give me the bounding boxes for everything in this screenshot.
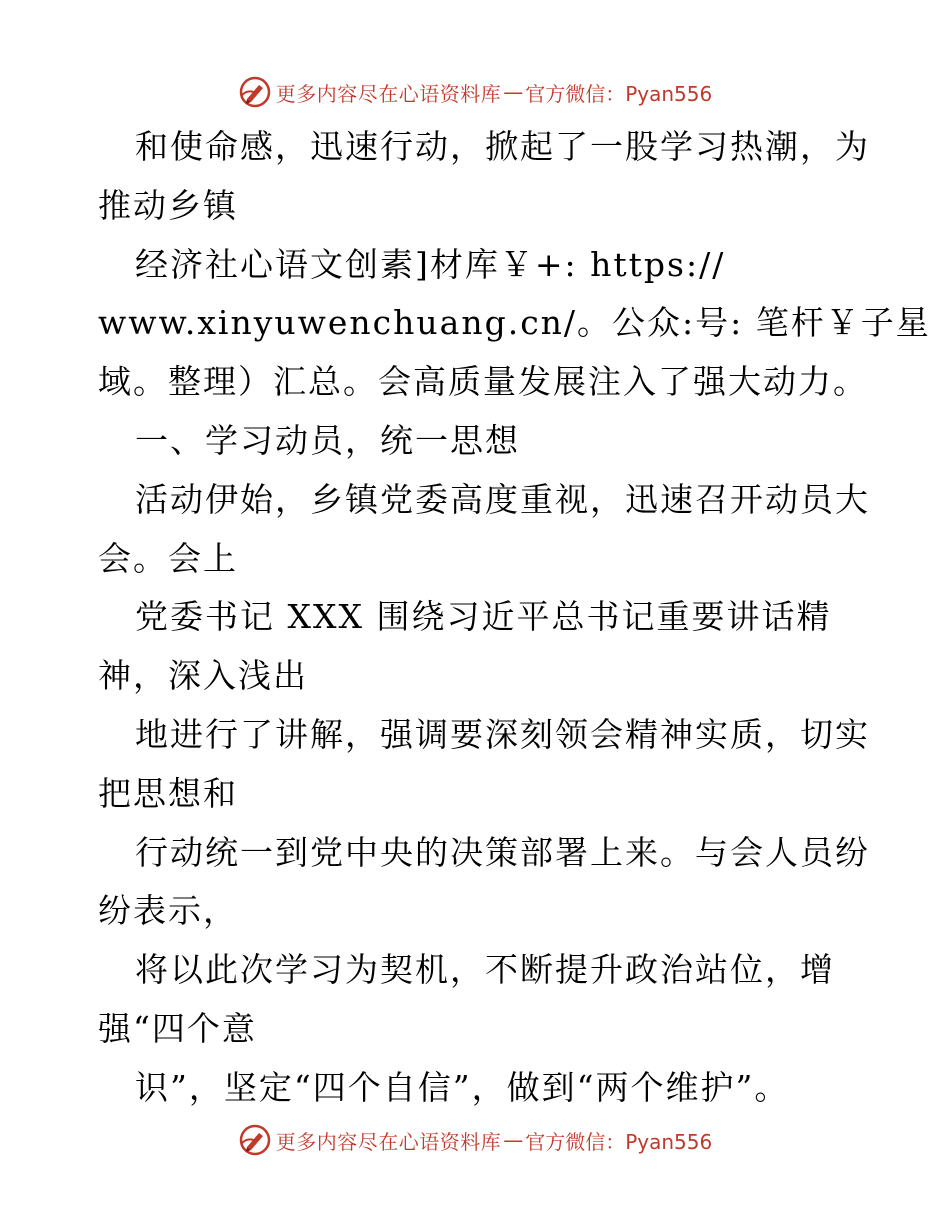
footer-banner	[0, 1120, 950, 1160]
text-line: 党委书记 XXX 围绕习近平总书记重要讲话精	[135, 597, 832, 637]
body-text	[98, 118, 931, 1118]
banner-dash: —	[503, 80, 524, 104]
text-line: 和使命感，迅速行动，掀起了一股学习热潮，为	[135, 127, 870, 166]
banner-wechat-text: 官方微信：Pyan556	[525, 81, 713, 106]
banner-main-text: 更多内容尽在心语资料库	[275, 81, 502, 106]
pen-logo-icon	[238, 75, 272, 109]
section-heading: 一、学习动员，统一思想	[135, 420, 520, 460]
text-line: 神，深入浅出	[98, 656, 308, 696]
text-line: 将以此次学习为契机，不断提升政治站位，增	[135, 950, 835, 990]
header-banner	[0, 72, 950, 112]
banner-main-text: 更多内容尽在心语资料库	[275, 1129, 502, 1154]
text-line: 把思想和	[98, 773, 238, 813]
text-line: 域。整理）汇总。会高质量发展注入了强大动力。	[98, 362, 868, 402]
banner-dash: —	[503, 1128, 524, 1152]
text-line: www.xinyuwenchuang.cn/。公众:号: 笔杆￥子星	[98, 303, 931, 343]
text-line: 会。会上	[98, 538, 238, 578]
banner-wechat-text: 官方微信：Pyan556	[525, 1129, 713, 1154]
text-line: 地进行了讲解，强调要深刻领会精神实质，切实	[135, 714, 870, 754]
text-line: 识”，坚定“四个自信”，做到“两个维护”。	[135, 1067, 790, 1107]
text-line: 行动统一到党中央的决策部署上来。与会人员纷	[135, 832, 870, 872]
text-line: 纷表示，	[98, 891, 238, 931]
text-line: 强“四个意	[98, 1008, 257, 1048]
pen-logo-icon	[238, 1123, 272, 1157]
text-line: 经济社心语文创素]材库￥+: https://	[135, 244, 726, 284]
text-line: 推动乡镇	[98, 185, 238, 225]
text-line: 活动伊始，乡镇党委高度重视，迅速召开动员大	[135, 479, 870, 519]
